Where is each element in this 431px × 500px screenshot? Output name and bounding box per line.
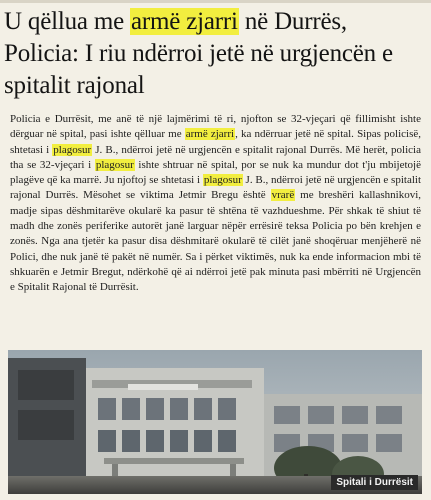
- body-text: J. B., ndërroi jetë në urgjencën e spitalit rajonal Durrës. Më herët, policia tha se 32-vjeçari i: [10, 143, 421, 171]
- body-text: J. B., ndërroi jetë në urgjencën e spitalit rajonal Durrës. Mësohet se viktima Jetmir Bregu është: [10, 174, 421, 202]
- highlighted-term: plagosur: [95, 158, 134, 171]
- headline-text-rest: në Durrës, Policia: I riu ndërroi jetë në urgjencën e spitalit rajonal: [4, 8, 393, 99]
- body-text: me breshëri kallashnikovi, madje sipas dëshmitarëve okularë ka pasur të shtëna të vazhdueshme. Për shkak të shiut të madh dhe zonës periferike autorët janë larguar nëpër errësirë teksa Policia po bën krehjen e zonës. Nga ana tjetër ka pasur disa dëshmitarë okularë të cilët janë shoqëruar menjëherë në Polici, dhe nuk janë të pakët në numër. Sa i përket viktimës, nuk ka ende informacion mbi të shkuarën e Jetmir Bregut, ndërkohë që ai ndërroi jetë pak minuta pasi mbërriti në Urgjencën e Spitalit Rajonal të Durrësit.: [10, 189, 421, 294]
- body-text: Policia e Durrësit, me anë të një lajmërimi të ri, njofton se 32-vjeçari që fillimisht ishte dërguar në spital, pasi ishte qëlluar me: [10, 113, 421, 141]
- headline-text: U qëllua me: [4, 8, 131, 35]
- photo-caption: Spitali i Durrësit: [331, 475, 418, 490]
- body-text: ishte shtruar në spital, por se nuk ka mundur dot t'ju mbijetojë plagëve që ka marrë. Ju njoftoj se shtetasi i: [10, 158, 421, 187]
- article-headline: [4, 0, 427, 102]
- highlighted-term: armë zjarri: [185, 128, 235, 141]
- highlighted-term: vrarë: [271, 189, 295, 202]
- article-body: [4, 112, 427, 296]
- scan-edge: [0, 0, 431, 3]
- highlighted-term: plagosur: [203, 174, 242, 187]
- highlighted-term: plagosur: [53, 143, 92, 156]
- body-text: , ka ndërruar jetë në spital. Sipas policisë, shtetasi i: [10, 128, 421, 156]
- headline-highlight: armë zjarri: [131, 8, 238, 35]
- hospital-photo: [8, 350, 422, 494]
- hospital-building-illustration: [8, 350, 422, 494]
